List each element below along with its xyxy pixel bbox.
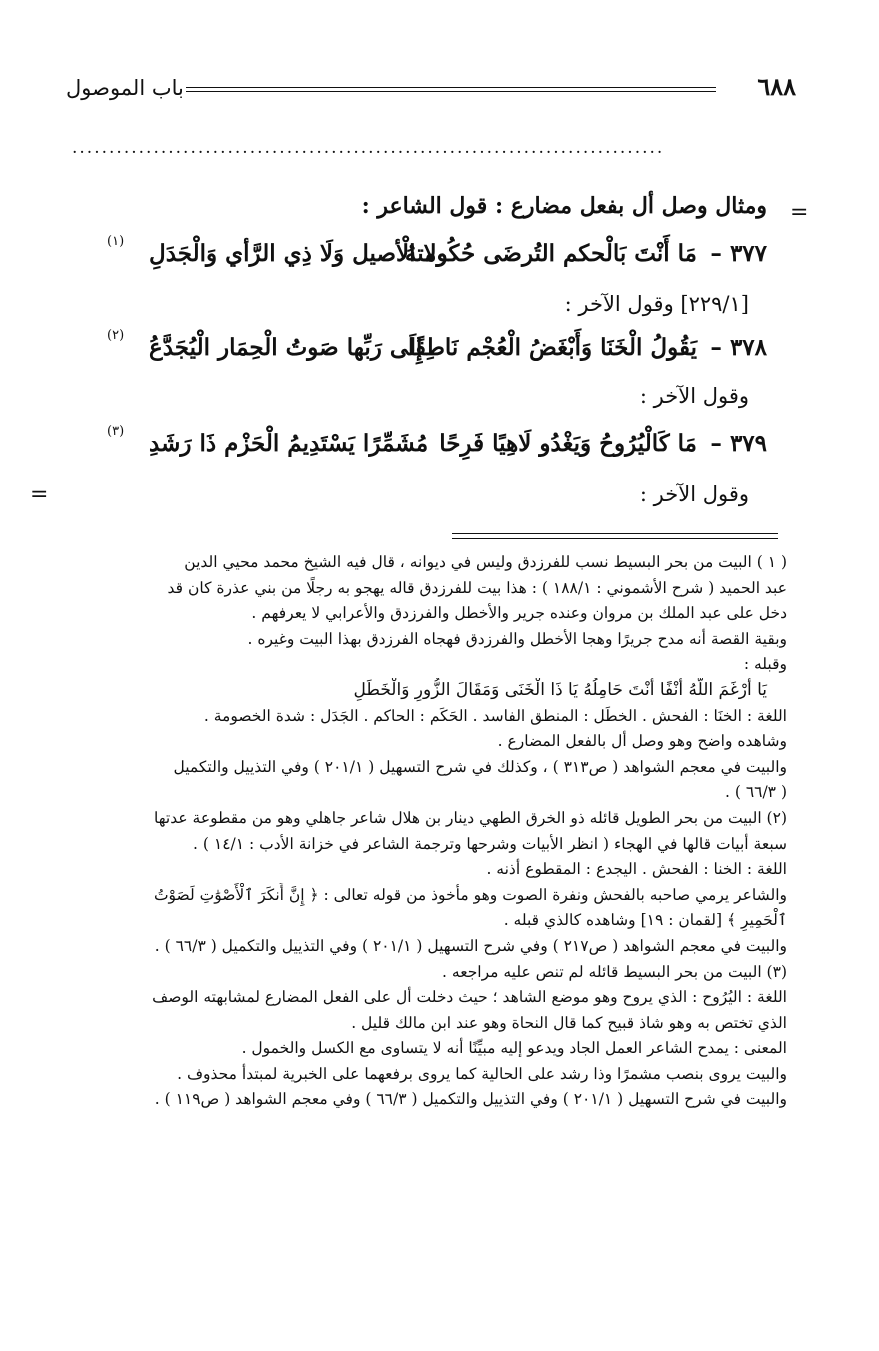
footnote-line: (٣) البيت من بحر البسيط قائله لم تنص عليه مراجعه . [442, 962, 787, 981]
verse-second-hemistich: مُشَمِّرًا يَسْتَدِيمُ الْحَزْم ذَا رَشَدِ [149, 430, 429, 457]
footnote-line: والبيت في معجم الشواهد ( ص٢١٧ ) وفي شرح التسهيل ( ٢٠١/١ ) وفي التذييل والتكميل ( ٦٦/٣ ) . [154, 936, 787, 955]
verse-number: ٣٧٩ – [710, 430, 767, 457]
header-rule [186, 87, 716, 92]
verse-number: ٣٧٧ – [710, 240, 767, 267]
intro-line: ومثال وصل أل بفعل مضارع : قول الشاعر : [361, 193, 767, 219]
footnote-line: ( ٦٦/٣ ) . [724, 783, 787, 802]
footnote-line: عبد الحميد ( شرح الأشموني : ١٨٨/١ ) : هذا بيت للفرزدق قاله يهجو به رجلًا من بني عذرة كان قد [167, 578, 787, 597]
continuation-mark-bottom: = [30, 482, 49, 507]
verse-intro-line: وقول الآخر : [639, 482, 749, 506]
footnote-line: دخل على عبد الملك بن مروان وعنده جرير والأخطل والفرزدق والأعرابي لا يعرفهم . [251, 604, 787, 623]
footnote-ref: (٢) [107, 328, 125, 343]
footnote-ref: (١) [107, 234, 125, 249]
chapter-title: باب الموصول [66, 76, 184, 100]
footnote-line: اللغة : الخنا : الفحش . اليجدع : المقطوع أذنه . [486, 860, 787, 879]
running-header [66, 70, 796, 110]
footnote-line: المعنى : يمدح الشاعر العمل الجاد ويدعو إليه مبيِّنًا أنه لا يتساوى مع الكسل والخمول . [241, 1039, 787, 1058]
footnote-line: (٢) البيت من بحر الطويل قائله ذو الخرق الطهي دينار بن هلال شاعر جاهلي وهو من مقطوعة عدتها [154, 808, 787, 827]
footnote-line: وبقية القصة أنه مدح جريرًا وهجا الأخطل والفرزدق فهجاه الفرزدق بهذا البيت وغيره . [247, 629, 787, 648]
footnote-separator [452, 533, 778, 534]
footnote-verse: يَا أَرْغَمَ اللَّهُ أَنْفًا أَنْتَ حَامِلُهُ يَا ذَا الْخَنَى وَمَقَالَ الزُّورِ وَالْخَطَلِ [353, 679, 767, 700]
footnote-line: اللغة : الخنَا : الفحش . الخطَل : المنطق الفاسد . الحَكَم : الحاكم . الجَدَل : شدة الخصومة . [203, 706, 787, 725]
verse-379 [107, 424, 767, 470]
page-number: ٦٨٨ [757, 72, 796, 101]
footnote-line: والبيت في شرح التسهيل ( ٢٠١/١ ) وفي التذييل والتكميل ( ٦٦/٣ ) وفي معجم الشواهد ( ص١١٩ ) . [154, 1090, 787, 1109]
footnote-line: اللغة : اليُرُوح : الذي يروح وهو موضع الشاهد ؛ حيث دخلت أل على الفعل المضارع لمشابهته الوصف [152, 988, 787, 1007]
verse-378 [107, 328, 767, 374]
footnote-line: سبعة أبيات قالها في الهجاء ( انظر الأبيات وشرحها وترجمة الشاعر في خزانة الأدب : ١٤/١ ) . [193, 834, 787, 853]
dotted-separator: ................................................................................ [72, 138, 665, 158]
footnote-line: ( ١ ) البيت من بحر البسيط نسب للفرزدق وليس في ديوانه ، قال فيه الشيخ محمد محيي الدين [184, 553, 787, 571]
footnote-line: وقبله : [743, 655, 787, 674]
verse-first-hemistich: يَقُولُ الْخَنَا وَأَبْغَضُ الْعُجْم نَاطِقًا [407, 334, 697, 361]
verse-first-hemistich: مَا كَالْيُرُوحُ وَيَغْدُو لَاهِيًا فَرِحًا [439, 430, 697, 457]
footnote-line: الذي تختص به وهو شاذ قبيح كما قال النحاة وهو عند ابن مالك قليل . [351, 1013, 787, 1032]
footnote-line: والشاعر يرمي صاحبه بالفحش ونفرة الصوت وهو مأخوذ من قوله تعالى : ﴿ إِنَّ أَنكَرَ ٱلْأَصْوَٰتِ لَصَوْتُ [153, 885, 787, 904]
verse-second-hemistich: ولا الْأصيل وَلَا ذِي الرَّأي وَالْجَدَلِ [149, 240, 448, 267]
footnote-ref: (٣) [107, 424, 125, 439]
verse-intro-line: [٢٢٩/١] وقول الآخر : [564, 292, 749, 316]
verse-first-hemistich: مَا أَنْتَ بَالْحكم التُرضَى حُكُومتهُ [404, 240, 697, 267]
verse-intro-line: وقول الآخر : [639, 384, 749, 408]
verse-second-hemistich: إِلَى رَبِّها صَوتُ الْحِمَار الْيُجَدَّعُ [149, 334, 423, 361]
verse-number: ٣٧٨ – [710, 334, 767, 361]
footnote-line: والبيت في معجم الشواهد ( ص٣١٣ ) ، وكذلك في شرح التسهيل ( ٢٠١/١ ) وفي التذييل والتكميل [173, 757, 787, 776]
footnote-line: ٱلْحَمِيرِ ﴾ [لقمان : ١٩] وشاهده كالذي قبله . [503, 911, 787, 930]
footnotes [67, 550, 787, 1113]
footnote-line: والبيت يروى بنصب مشمرًا وذا رشد على الحالية كما يروى برفعهما على الخبرية لمبتدأ محذوف . [177, 1064, 787, 1083]
verse-377 [107, 234, 767, 280]
footnote-line: وشاهده واضح وهو وصل أل بالفعل المضارع . [497, 732, 787, 751]
continuation-mark-top: = [790, 200, 809, 225]
footnote-separator-2 [452, 538, 778, 539]
